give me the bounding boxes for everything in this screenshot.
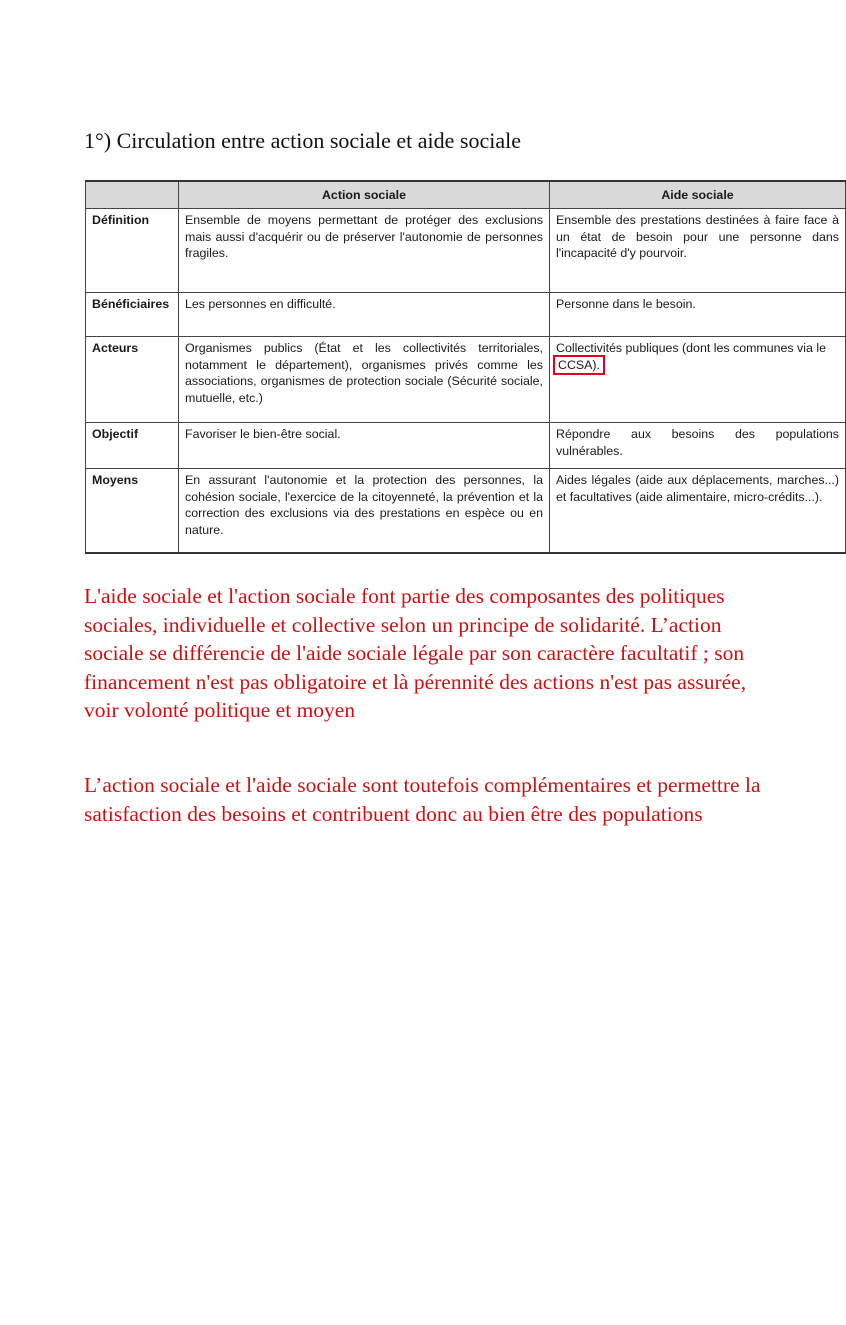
header-aide-sociale: Aide sociale bbox=[550, 181, 846, 209]
cell-action-beneficiaires: Les personnes en difficulté. bbox=[179, 293, 550, 337]
cell-aide-acteurs bbox=[550, 337, 846, 423]
cell-action-objectif: Favoriser le bien-être social. bbox=[179, 423, 550, 469]
ccsa-highlight-box: CCSA). bbox=[558, 357, 600, 372]
cell-aide-objectif: Répondre aux besoins des populations vulnérables. bbox=[550, 423, 846, 469]
row-label-objectif: Objectif bbox=[86, 423, 179, 469]
cell-aide-moyens: Aides légales (aide aux déplacements, marches...) et facultatives (aide alimentaire, micro-crédits...). bbox=[550, 469, 846, 553]
cell-aide-acteurs-text: Collectivités publiques (dont les communes via le bbox=[556, 341, 826, 355]
annotation-paragraph-1: L'aide sociale et l'action sociale font partie des composantes des politiques sociales, individuelle et collective selon un principe de solidarité. L’action sociale se différencie de l'aide sociale légale par son caractère facultatif ; son financement n'est pas obligatoire et là pérennité des actions n'est pas assurée, voir volonté politique et moyen bbox=[84, 584, 747, 722]
row-label-beneficiaires: Bénéficiaires bbox=[86, 293, 179, 337]
header-corner-cell bbox=[86, 181, 179, 209]
cell-aide-definition: Ensemble des prestations destinées à faire face à un état de besoin pour une personne dans l'incapacité d'y pourvoir. bbox=[550, 209, 846, 293]
row-label-definition: Définition bbox=[86, 209, 179, 293]
cell-aide-beneficiaires: Personne dans le besoin. bbox=[550, 293, 846, 337]
row-label-acteurs: Acteurs bbox=[86, 337, 179, 423]
section-heading: 1°) Circulation entre action sociale et aide sociale bbox=[84, 128, 522, 153]
table-row bbox=[86, 293, 846, 337]
cell-action-moyens: En assurant l'autonomie et la protection des personnes, la cohésion sociale, l'exercice de la citoyenneté, la prévention et la correction des exclusions via des prestations en espèce ou en nature. bbox=[179, 469, 550, 553]
table-row bbox=[86, 469, 846, 553]
header-action-sociale: Action sociale bbox=[179, 181, 550, 209]
table-row bbox=[86, 337, 846, 423]
comparison-table bbox=[85, 180, 846, 554]
table-row bbox=[86, 423, 846, 469]
row-label-moyens: Moyens bbox=[86, 469, 179, 553]
comparison-table-image bbox=[85, 180, 839, 560]
cell-action-definition: Ensemble de moyens permettant de protéger des exclusions mais aussi d'acquérir ou de préserver l'autonomie de personnes fragiles. bbox=[179, 209, 550, 293]
annotation-paragraph-2: L’action sociale et l'aide sociale sont toutefois complémentaires et permettre la satisfaction des besoins et contribuent donc au bien être des populations bbox=[84, 773, 761, 826]
table-row bbox=[86, 209, 846, 293]
table-header-row bbox=[86, 181, 846, 209]
cell-action-acteurs: Organismes publics (État et les collectivités territoriales, notamment le département), organismes privés comme les associations, organismes de protection sociale (Sécurité sociale, mutuelle, etc.) bbox=[179, 337, 550, 423]
